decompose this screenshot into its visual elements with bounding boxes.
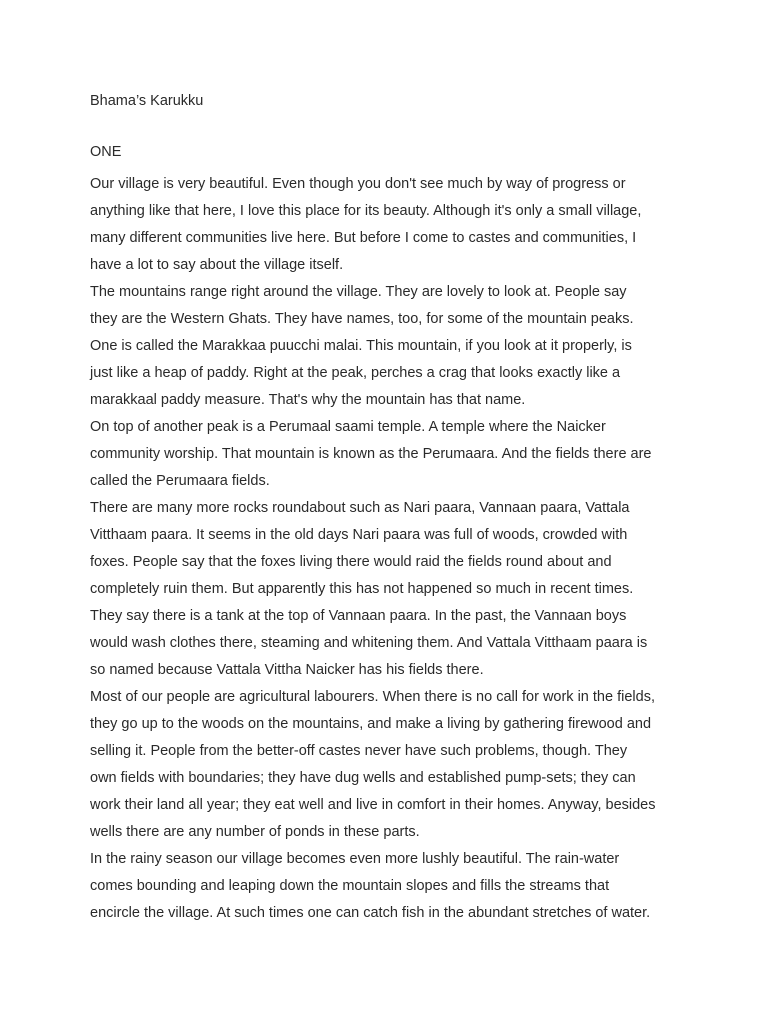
text-line: On top of another peak is a Perumaal saami temple. A temple where the Naicker xyxy=(90,419,606,435)
text-line: wells there are any number of ponds in these parts. xyxy=(90,824,420,840)
text-line: would wash clothes there, steaming and whitening them. And Vattala Vitthaam paara is xyxy=(90,635,648,651)
document-page xyxy=(90,88,690,927)
chapter-heading: ONE xyxy=(90,144,122,160)
text-line: foxes. People say that the foxes living there would raid the fields round about and xyxy=(90,554,612,570)
text-line: they are the Western Ghats. They have names, too, for some of the mountain peaks. xyxy=(90,311,634,327)
text-line: The mountains range right around the village. They are lovely to look at. People say xyxy=(90,284,627,300)
text-line: They say there is a tank at the top of Vannaan paara. In the past, the Vannaan boys xyxy=(90,608,627,624)
text-line: completely ruin them. But apparently this has not happened so much in recent times. xyxy=(90,581,634,597)
text-line: many different communities live here. But before I come to castes and communities, I xyxy=(90,230,637,246)
text-line: selling it. People from the better-off castes never have such problems, though. They xyxy=(90,743,628,759)
text-line: community worship. That mountain is known as the Perumaara. And the fields there are xyxy=(90,446,652,462)
text-line: marakkaal paddy measure. That's why the mountain has that name. xyxy=(90,392,526,408)
text-line: called the Perumaara fields. xyxy=(90,473,270,489)
text-line: own fields with boundaries; they have dug wells and established pump-sets; they can xyxy=(90,770,636,786)
document-title: Bhama’s Karukku xyxy=(90,93,204,109)
text-line: There are many more rocks roundabout such as Nari paara, Vannaan paara, Vattala xyxy=(90,500,630,516)
text-line: One is called the Marakkaa puucchi malai. This mountain, if you look at it properly, is xyxy=(90,338,632,354)
text-line: work their land all year; they eat well and live in comfort in their homes. Anyway, besides xyxy=(90,797,656,813)
text-line: just like a heap of paddy. Right at the peak, perches a crag that looks exactly like a xyxy=(90,365,621,381)
text-line: Our village is very beautiful. Even though you don't see much by way of progress or xyxy=(90,176,626,192)
text-line: Most of our people are agricultural labourers. When there is no call for work in the fields, xyxy=(90,689,655,705)
text-line: comes bounding and leaping down the mountain slopes and fills the streams that xyxy=(90,878,610,894)
text-line: so named because Vattala Vittha Naicker has his fields there. xyxy=(90,662,484,678)
text-line: anything like that here, I love this place for its beauty. Although it's only a small village, xyxy=(90,203,642,219)
text-line: have a lot to say about the village itself. xyxy=(90,257,344,273)
text-line: encircle the village. At such times one can catch fish in the abundant stretches of water. xyxy=(90,905,651,921)
text-line: In the rainy season our village becomes even more lushly beautiful. The rain-water xyxy=(90,851,620,867)
body-text xyxy=(90,171,690,927)
text-line: Vitthaam paara. It seems in the old days Nari paara was full of woods, crowded with xyxy=(90,527,628,543)
text-line: they go up to the woods on the mountains, and make a living by gathering firewood and xyxy=(90,716,652,732)
